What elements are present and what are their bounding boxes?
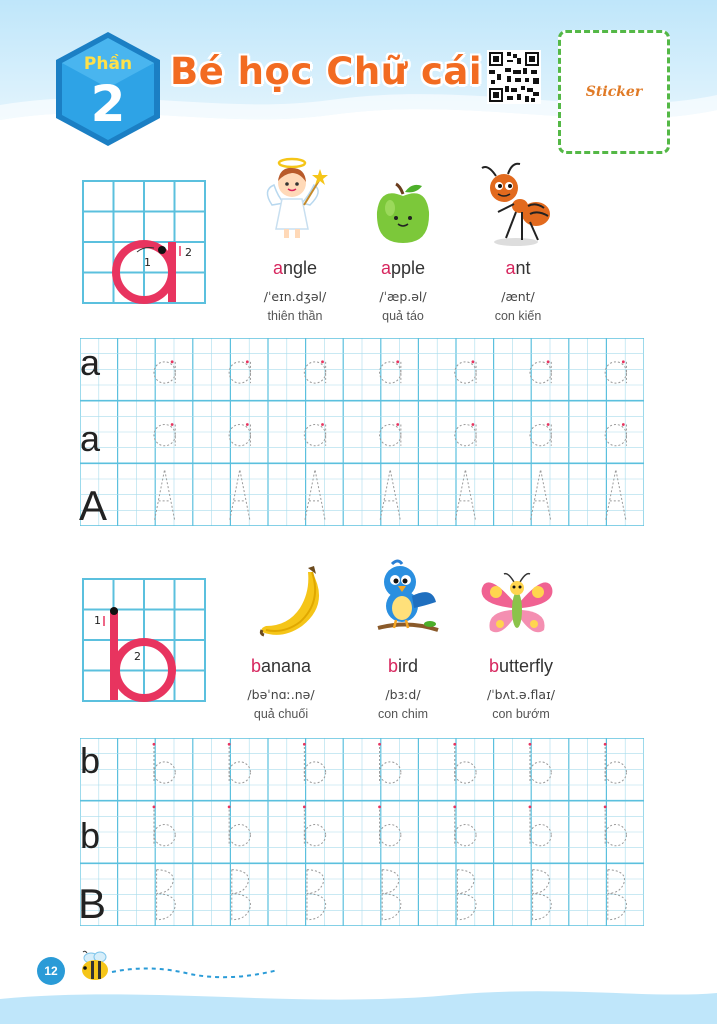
trace-letter[interactable] bbox=[153, 806, 176, 846]
flight-trail bbox=[110, 962, 280, 982]
trace-letter[interactable] bbox=[153, 743, 176, 783]
trace-letter[interactable] bbox=[228, 806, 251, 846]
model-letter-b bbox=[110, 607, 172, 700]
trace-letter[interactable] bbox=[304, 423, 325, 446]
footer-background bbox=[0, 985, 717, 1024]
word-card bbox=[348, 656, 458, 721]
word-card bbox=[463, 258, 573, 323]
practice-grid-b[interactable] bbox=[80, 738, 644, 926]
practice-row-label: b bbox=[80, 815, 101, 856]
trace-letter[interactable] bbox=[304, 360, 325, 383]
trace-letter[interactable] bbox=[228, 743, 251, 783]
trace-letter[interactable] bbox=[380, 360, 401, 383]
trace-letter[interactable] bbox=[455, 423, 476, 446]
angel-icon bbox=[262, 155, 332, 245]
trace-letter[interactable] bbox=[529, 743, 552, 783]
trace-letter[interactable] bbox=[453, 806, 476, 846]
trace-letter[interactable] bbox=[229, 423, 250, 446]
qr-code-icon[interactable] bbox=[487, 50, 541, 104]
stroke-number-1: 1 bbox=[144, 256, 151, 269]
ipa-bird: /bɜːd/ bbox=[385, 687, 421, 702]
banana-icon bbox=[258, 564, 330, 640]
model-letter-b-grid bbox=[82, 578, 206, 702]
practice-row-label: b bbox=[80, 740, 101, 781]
meaning-banana: quả chuối bbox=[253, 707, 309, 721]
page-number: 12 bbox=[37, 957, 65, 985]
bird-icon bbox=[372, 558, 442, 642]
trace-letter[interactable] bbox=[154, 360, 175, 383]
trace-letter[interactable] bbox=[604, 806, 627, 846]
word-apple: apple bbox=[380, 258, 426, 278]
practice-row-label: a bbox=[80, 418, 101, 459]
trace-letter[interactable] bbox=[303, 806, 326, 846]
practice-row-label: a bbox=[80, 342, 101, 383]
word-ant: ant bbox=[505, 258, 531, 278]
meaning-ant: con kiến bbox=[494, 309, 542, 323]
ipa-butterfly: /ˈbʌt.ə.flaɪ/ bbox=[487, 687, 555, 702]
meaning-butterfly: con bướm bbox=[492, 707, 550, 721]
trace-letter[interactable] bbox=[378, 743, 401, 783]
word-card bbox=[459, 656, 583, 721]
ipa-apple: /ˈæp.əl/ bbox=[379, 289, 427, 304]
model-letter-a-grid bbox=[82, 180, 206, 304]
word-card bbox=[225, 656, 337, 721]
trace-letter[interactable] bbox=[605, 423, 626, 446]
sticker-label: Sticker bbox=[585, 84, 643, 100]
trace-letter[interactable] bbox=[604, 743, 627, 783]
stroke-number-2: 2 bbox=[185, 246, 192, 259]
trace-letter[interactable] bbox=[530, 423, 551, 446]
trace-letter[interactable] bbox=[154, 423, 175, 446]
meaning-angle: thiên thần bbox=[267, 309, 323, 323]
trace-letter[interactable] bbox=[530, 360, 551, 383]
ipa-ant: /ænt/ bbox=[501, 289, 535, 304]
practice-row-label: A bbox=[79, 482, 108, 529]
trace-letter[interactable] bbox=[455, 360, 476, 383]
trace-letter[interactable] bbox=[605, 360, 626, 383]
page-title: Bé học Chữ cái bbox=[170, 50, 483, 93]
word-card bbox=[240, 258, 350, 323]
word-bird: bird bbox=[387, 656, 419, 676]
ant-icon bbox=[478, 162, 552, 248]
trace-letter[interactable] bbox=[380, 423, 401, 446]
meaning-bird: con chim bbox=[377, 707, 429, 721]
trace-letter[interactable] bbox=[453, 743, 476, 783]
practice-row-label: B bbox=[78, 880, 107, 927]
stroke-number-1: 1 bbox=[94, 614, 101, 627]
trace-letter[interactable] bbox=[378, 806, 401, 846]
ipa-angle: /ˈeɪn.dʒəl/ bbox=[263, 289, 327, 304]
sticker-placeholder[interactable] bbox=[558, 30, 670, 154]
apple-icon bbox=[372, 180, 434, 246]
ipa-banana: /bəˈnɑː.nə/ bbox=[247, 687, 315, 702]
part-number: 2 bbox=[90, 75, 126, 133]
stroke-number-2: 2 bbox=[134, 650, 141, 663]
butterfly-icon bbox=[478, 572, 556, 640]
practice-grid-a[interactable] bbox=[80, 338, 644, 526]
bee-icon bbox=[75, 950, 115, 984]
word-butterfly: butterfly bbox=[488, 656, 554, 676]
trace-letter[interactable] bbox=[229, 360, 250, 383]
word-banana: banana bbox=[250, 656, 312, 676]
word-card bbox=[348, 258, 458, 323]
meaning-apple: quả táo bbox=[382, 309, 424, 323]
part-label: Phần bbox=[83, 54, 133, 74]
word-angle: angle bbox=[272, 258, 318, 278]
trace-letter[interactable] bbox=[303, 743, 326, 783]
trace-letter[interactable] bbox=[529, 806, 552, 846]
